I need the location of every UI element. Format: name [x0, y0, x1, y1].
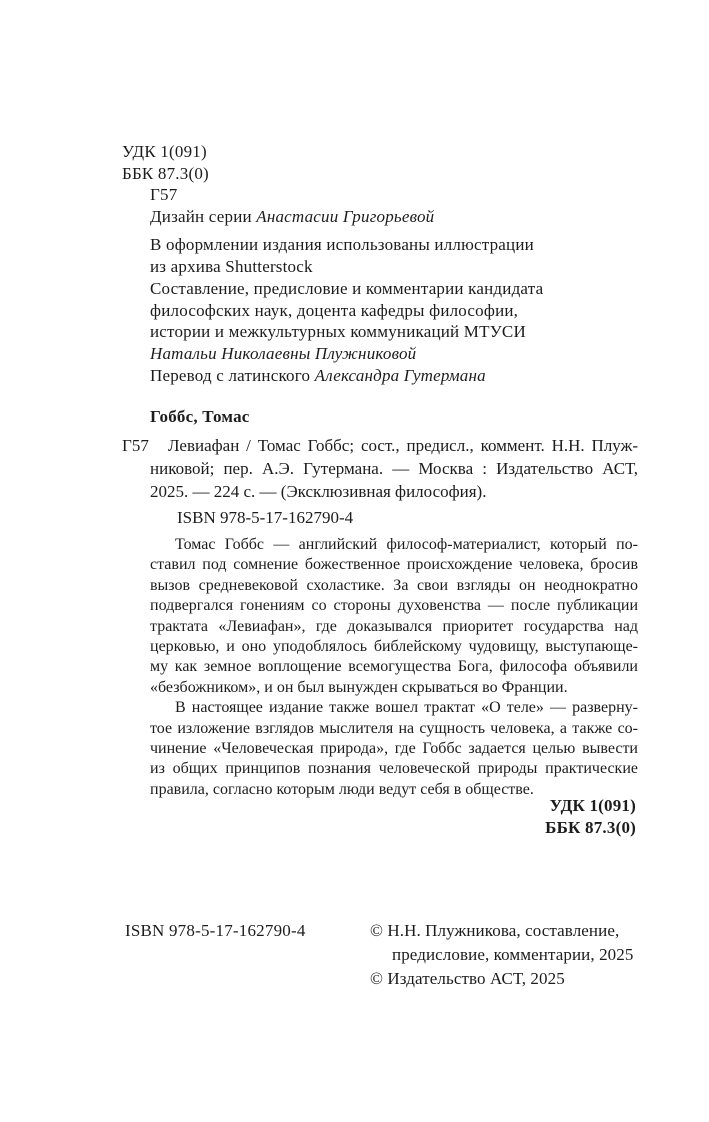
series-design-prefix: Дизайн серии	[150, 206, 257, 226]
series-designer-name: Анастасии Григорьевой	[256, 206, 435, 226]
annotation-line: трактата «Левиафан», где доказывался приоритет государства над	[150, 617, 638, 635]
annotation-line: чинение «Человеческая природа», где Гоббс задается целью вывести	[150, 740, 638, 758]
annotation-line: подвергался гонениям со стороны духовенства — после публикации	[150, 597, 638, 615]
annotation-block	[150, 535, 638, 800]
compiler-name-italic: Натальи Николаевны Плужниковой	[150, 343, 417, 363]
translation-credit-line	[150, 365, 662, 387]
annotation-line: Томас Гоббс — английский философ-материалист, который по-	[175, 536, 638, 553]
compiler-name	[150, 343, 662, 365]
catalog-entry	[122, 434, 638, 503]
classification-block	[545, 795, 636, 839]
annotation-line: тое изложение взглядов мыслителя на сущность человека, а также со-	[150, 719, 638, 737]
copyright-block	[370, 919, 660, 991]
annotation-line: церковью, и оно уподоблялось библейскому чудовищу, выступающе-	[150, 638, 638, 656]
translator-name: Александра Гутермана	[314, 366, 486, 385]
annotation-line: правила, согласно которым люди ведут себя в обществе.	[150, 780, 534, 798]
illustration-credit-line-2: из архива Shutterstock	[150, 256, 313, 276]
catalog-author-code: Г57	[122, 436, 149, 455]
catalog-entry-line: Левиафан / Томас Гоббс; сост., предисл., коммент. Н.Н. Плуж-	[168, 436, 638, 455]
annotation-line: ставил под сомнение божественное происхождение человека, бросив	[150, 556, 638, 574]
annotation-line: «безбожником», и он был вынужден скрываться во Франции.	[150, 678, 568, 696]
translation-prefix: Перевод с латинского	[150, 366, 315, 385]
compiler-credit-line-2: философских наук, доцента кафедры философии,	[150, 300, 519, 320]
series-design-line	[150, 206, 662, 228]
illustration-credit-line-1: В оформлении издания использованы иллюстрации	[150, 235, 534, 254]
compiler-credit-line-3: истории и межкультурных коммуникаций МТУСИ	[150, 322, 526, 341]
annotation-line: вызов средневековой схоластике. За свои взгляды он неоднократно	[150, 576, 638, 594]
catalog-entry-line: никовой; пер. А.Э. Гутермана. — Москва : Издательство АСТ,	[150, 459, 638, 478]
imprint-top-block	[122, 141, 662, 387]
copyright-publisher-line: © Издательство АСТ, 2025	[370, 969, 565, 988]
annotation-line: В настоящее издание также вошел трактат «О теле» — разверну-	[175, 699, 638, 717]
bbk-top: ББК 87.3(0)	[122, 163, 209, 183]
catalog-entry-line: 2025. — 224 с. — (Эксклюзивная философия).	[150, 482, 487, 501]
catalog-author-heading: Гоббс, Томас	[150, 407, 250, 426]
copyright-author-line-2: предисловие, комментарии, 2025	[392, 945, 634, 964]
isbn-footer: ISBN 978-5-17-162790-4	[125, 921, 306, 940]
annotation-line: из общих принципов познания человеческой природы практические	[150, 760, 638, 778]
annotation-line: му как земное воплощение всемогущества Бога, философа объявили	[150, 658, 638, 676]
copyright-author-line-1: © Н.Н. Плужникова, составление,	[370, 921, 620, 940]
author-code-top: Г57	[150, 185, 178, 204]
bbk-bottom: ББК 87.3(0)	[545, 818, 636, 837]
udk-top: УДК 1(091)	[122, 142, 207, 161]
isbn-catalog: ISBN 978-5-17-162790-4	[177, 508, 354, 527]
compiler-credit-line-1: Составление, предисловие и комментарии кандидата	[150, 279, 544, 298]
udk-bottom: УДК 1(091)	[549, 796, 636, 815]
